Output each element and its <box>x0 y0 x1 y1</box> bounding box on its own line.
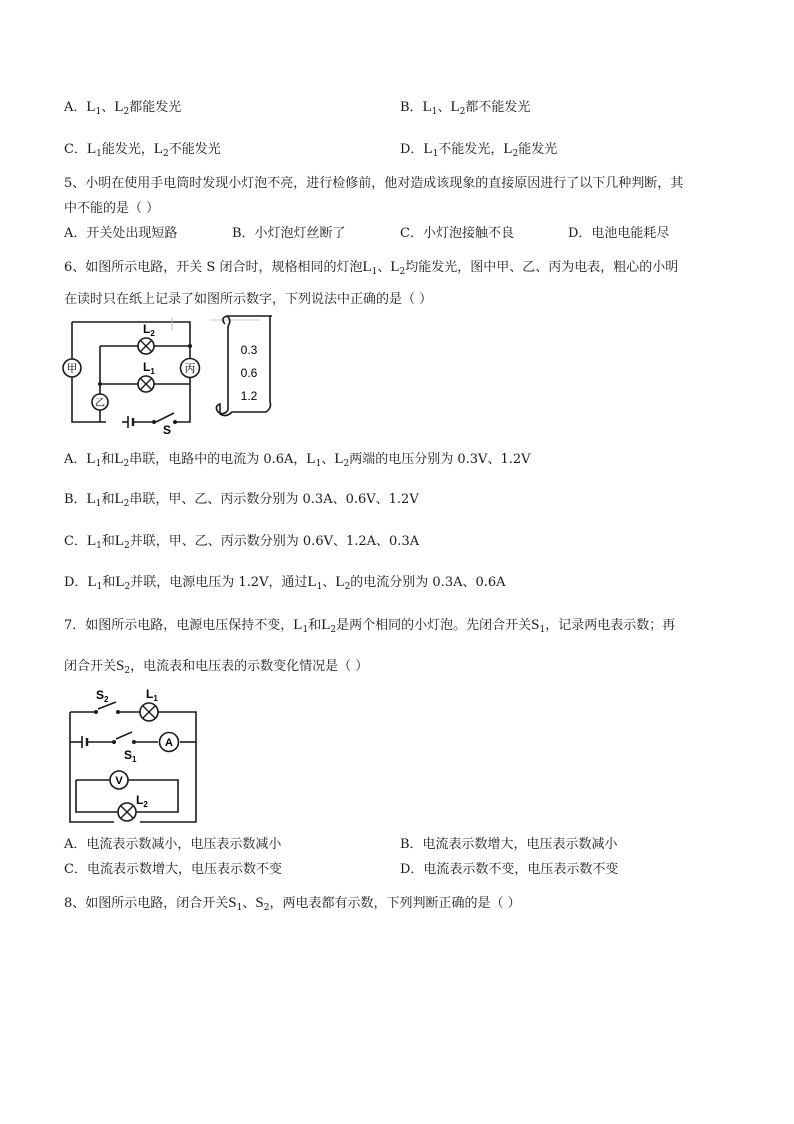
note-value-3: 1.2 <box>240 389 258 403</box>
q5-option-c: C．小灯泡接触不良 <box>400 226 514 241</box>
lamp-l2-label: $L_2$ <box>143 322 155 338</box>
q8-stem: 8、如图所示电路，闭合开关$S_1$、$S_2$，两电表都有示数，下列判断正确的是（ ） <box>64 895 521 913</box>
meter-bing <box>181 359 200 378</box>
q5-stem-line1: 5、小明在使用手电筒时发现小灯泡不亮，进行检修前，他对造成该现象的直接原因进行了以下几种判断，其 <box>64 176 684 191</box>
lamp-l2 <box>138 338 154 354</box>
q7-option-b: B．电流表示数增大，电压表示数减小 <box>400 837 618 852</box>
lamp-l1-label: $L_1$ <box>143 360 155 376</box>
q5-stem-line2: 中不能的是（ ） <box>64 201 160 216</box>
s1-pivot <box>112 740 116 744</box>
s2-label: $S_2$ <box>96 688 109 704</box>
switch-s-label: S <box>163 423 172 437</box>
switch-contact <box>173 420 177 424</box>
junction-dot <box>98 382 102 386</box>
q6-stem-line1: 6、如图所示电路，开关 S 闭合时，规格相同的灯泡$L_1$、$L_2$均能发光，图中甲、乙、丙为电表，粗心的小明 <box>64 259 679 277</box>
q7-option-a: A．电流表示数减小，电压表示数减小 <box>64 837 282 852</box>
q5-option-b: B．小灯泡灯丝断了 <box>232 226 346 241</box>
lamp-l1 <box>138 376 154 392</box>
q6-option-b: B．$L_1$和$L_2$串联，甲、乙、丙示数分别为 0.3A、0.6V、1.2V <box>64 491 419 509</box>
q7-option-d: D．电流表示数不变，电压表示数不变 <box>400 862 619 877</box>
q5-option-d: D．电池电能耗尽 <box>568 226 670 241</box>
q4-option-a: A．$L_1$、$L_2$都能发光 <box>64 99 182 117</box>
s2-pivot <box>94 710 98 714</box>
q6-option-c: C．$L_1$和$L_2$并联，甲、乙、丙示数分别为 0.6V、1.2A、0.3A <box>64 533 420 551</box>
q7-option-c: C．电流表示数增大，电压表示数不变 <box>64 862 282 877</box>
voltmeter <box>110 771 128 789</box>
s2-contact <box>116 710 120 714</box>
s1-label: $S_1$ <box>124 748 137 764</box>
q6-circuit-figure <box>60 312 300 437</box>
q4-option-d: D．$L_1$不能发光，$L_2$能发光 <box>400 141 558 159</box>
svg-text:乙: 乙 <box>95 398 105 409</box>
lamp-l2 <box>118 803 136 821</box>
svg-text:丙: 丙 <box>184 363 196 375</box>
q6-stem-line2: 在读时只在纸上记录了如图所示数字，下列说法中正确的是（ ） <box>64 292 433 307</box>
q5-option-a: A．开关处出现短路 <box>64 226 178 241</box>
junction-dot <box>188 344 192 348</box>
svg-text:A: A <box>165 737 173 749</box>
q7-circuit-figure <box>66 684 206 832</box>
l2-label: $L_2$ <box>136 793 148 809</box>
lamp-l1 <box>140 703 158 721</box>
switch-pivot <box>152 420 156 424</box>
note-value-1: 0.3 <box>240 343 258 357</box>
meter-jia <box>63 359 81 377</box>
svg-text:V: V <box>115 775 123 787</box>
q7-stem-line1: 7．如图所示电路，电源电压保持不变，$L_1$和$L_2$是两个相同的小灯泡。先闭合开关$S_1$，记录两电表示数；再 <box>64 617 676 635</box>
note-value-2: 0.6 <box>240 366 258 380</box>
meter-yi <box>92 394 108 410</box>
svg-text:甲: 甲 <box>66 363 78 375</box>
q4-option-b: B．$L_1$、$L_2$都不能发光 <box>400 99 531 117</box>
q7-stem-line2: 闭合开关$S_2$，电流表和电压表的示数变化情况是（ ） <box>64 658 369 676</box>
l1-label: $L_1$ <box>146 687 158 703</box>
q6-option-a: A．$L_1$和$L_2$串联，电路中的电流为 0.6A，$L_1$、$L_2$两端的电压分别为 0.3V、1.2V <box>64 451 531 469</box>
q4-option-c: C．$L_1$能发光，$L_2$不能发光 <box>64 141 221 159</box>
q6-option-d: D．$L_1$和$L_2$并联，电源电压为 1.2V，通过$L_1$、$L_2$的电流分别为 0.3A、0.6A <box>64 574 506 592</box>
s1-contact <box>132 740 136 744</box>
ammeter <box>160 733 179 752</box>
